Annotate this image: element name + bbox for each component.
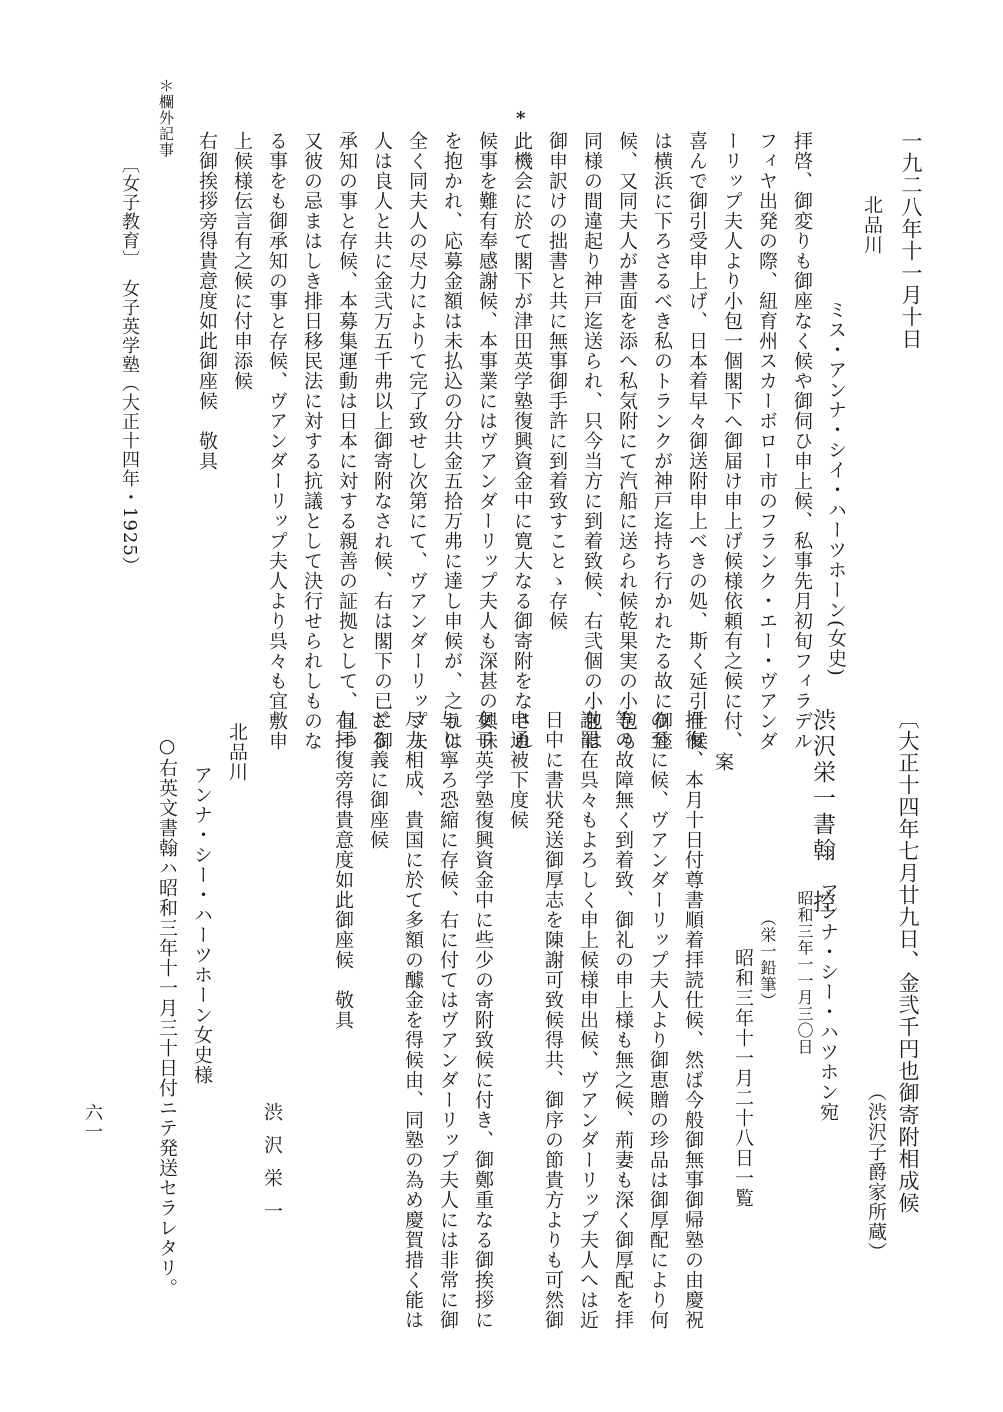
letter-body-line-15: 又彼の忌まはしき排日移民法に対する抗議として決行せられしものな [301, 131, 323, 751]
reply-body-line-5: 日中に書状発送御厚志を陳謝可致候得共、御序の節貴方よりも可然御 [542, 710, 564, 1330]
reply-signature: 渋沢栄一 [261, 1102, 283, 1234]
letter-body-line-13: 人は良人と共に金弐万五千弗以上御寄附なされ候、右は閣下の已に御 [371, 131, 393, 751]
reply-body-line-10: ざる義に御座候 [367, 710, 389, 850]
draft-addressee: アンナ・シー・ハツホン宛 [817, 882, 839, 1122]
letter-body-line-3: ーリップ夫人より小包一個閣下へ御届け申上げ候様依頼有之候に付、 [721, 131, 743, 751]
letter-body-line-14: 承知の事と存候、本募集運動は日本に対する親善の証拠として、且つ [336, 131, 358, 751]
reply-body-line-11: 右拝復旁得貴意度如此御座候 敬具 [332, 710, 354, 1030]
pencil-note: （栄一鉛筆） [758, 910, 777, 1009]
letter-body-line-8: 御申訳けの拙書と共に無事御手許に到着致すことゝ存候 [546, 131, 568, 631]
page-number: 六一 [82, 1103, 103, 1141]
letter-title: 渋沢栄一書翰 控 [809, 708, 835, 916]
letter-body-line-5: は横浜に下ろさるべき私のトランクが神戸迄持ち行かれたる故に御座 [651, 131, 673, 751]
letter-body-line-11: を抱かれ、応募金額は未払込の分共金五拾万弗に達し申候が、之れは [441, 131, 463, 751]
donation-heading: 〔大正十四年七月廿九日、金弐千円也御寄附相成候 [896, 708, 920, 1214]
asterisk-mark: * [516, 108, 526, 129]
letter-body-line-16: る事をも御承知の事と存候、ヴアンダーリップ夫人より呉々も宜敷申 [266, 131, 288, 751]
reply-body-line-2: の至に候、ヴアンダーリップ夫人より御恵贈の珍品は御厚配により何 [647, 710, 669, 1330]
letter-body-line-7: 同様の間違起り神戸迄送られ、只今当方に到着致候、右弐個の小包は [581, 131, 603, 751]
reply-body-line-1: 拝復、本月十日付尊書順着拝読仕候、然ば今般御無事御帰塾の由慶祝 [682, 710, 704, 1330]
reply-body-line-9: 尽力相成、貴国に於て多額の醵金を得候由、同塾の為め慶賀措く能は [402, 710, 424, 1330]
source-citation: 〔女子教育〕 女子英学塾（大正十四年・1925） [119, 155, 140, 576]
reply-body-line-4: 謝罷在呉々もよろしく申上候様申出候、ヴアンダーリップ夫人へは近 [577, 710, 599, 1330]
letter-body-line-12: 全く同夫人の尽力によりて完了致せし次第にて、ヴアンダーリップ夫 [406, 131, 428, 751]
letter-body-line-9: 此機会に於て閣下が津田英学塾復興資金中に寛大なる御寄附をなされ [511, 131, 533, 751]
draft-date: 昭和三年一一月三〇日 [795, 890, 814, 1055]
reply-place: 北品川 [226, 722, 248, 782]
reply-body-line-6: 申通被下度候 [507, 710, 529, 830]
reviewed-stamp: 昭和三年十一月二十八日一覧 [732, 948, 754, 1208]
letter-place: 北品川 [861, 195, 883, 255]
reply-body-line-3: 等の故障無く到着致、御礼の申上様も無之候、荊妻も深く御厚配を拝 [612, 710, 634, 1330]
draft-label: 案 [712, 752, 734, 772]
collection-note: （渋沢子爵家所蔵） [865, 1082, 887, 1262]
letter-body-line-6: 候、又同夫人が書面を添へ私気附にて汽船に送られ候乾果実の小包も [616, 131, 638, 751]
reply-body-line-8: 与り寧ろ恐縮に存候、右に付てはヴアンダーリップ夫人には非常に御 [437, 710, 459, 1330]
letter-body-line-10: 候事を難有奉感謝候、本事業にはヴアンダーリップ夫人も深甚の興味 [476, 131, 498, 751]
marginal-note: ＊欄外記事 [157, 78, 175, 158]
letter-body-line-17: 上候様伝言有之候に付申添候 [231, 131, 253, 391]
reply-body-line-7: 女子英学塾復興資金中に些少の寄附致候に付き、御鄭重なる御挨拶に [472, 710, 494, 1330]
letter-body-line-1: 拝啓、御変りも御座なく候や御伺ひ申上候、私事先月初旬フィラデル [791, 131, 813, 751]
letter-date: 一九二八年十一月十日 [899, 130, 923, 350]
letter-body-line-4: 喜んで御引受申上げ、日本着早々御送附申上べきの処、斯く延引仕候 [686, 131, 708, 751]
letter-body-line-2: フィヤ出発の際、紐育州スカーボロー市のフランク・エー・ヴアンダ [756, 131, 778, 751]
letter-closing: 右御挨拶旁得貴意度如此御座候 敬具 [196, 131, 218, 471]
sent-note: ○右英文書翰ハ昭和三年十一月三十日付ニテ発送セラレタリ。 [156, 735, 178, 1298]
reply-recipient: アンナ・シー・ハーツホーン女史様 [191, 765, 213, 1085]
letter-addressee: ミス・アンナ・シイ・ハーツホーン(女史) [825, 300, 847, 677]
